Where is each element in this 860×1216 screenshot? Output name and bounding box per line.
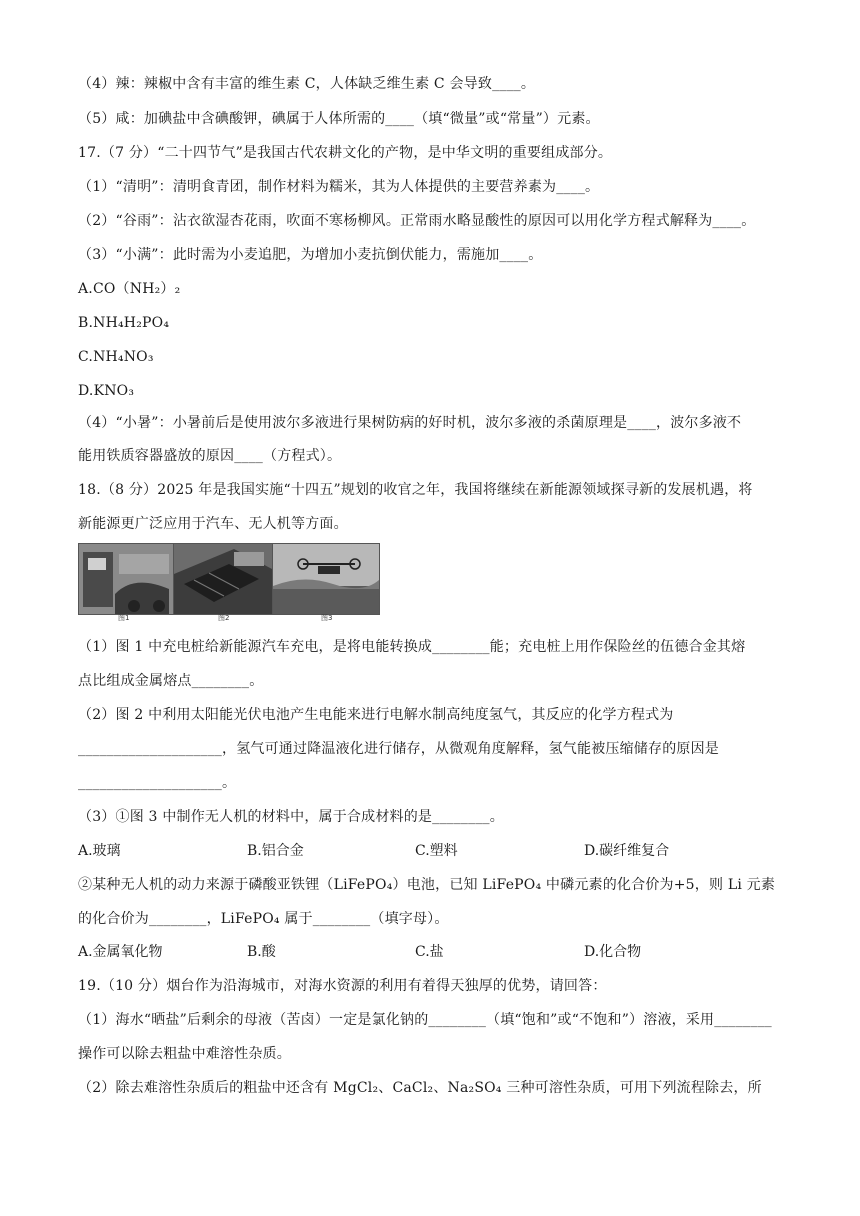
figure-3-caption: 图3 bbox=[321, 614, 333, 622]
q17-part1: （1）“清明”：清明食青团，制作材料为糯米，其为人体提供的主要营养素为____。 bbox=[78, 179, 600, 195]
q18-part3b-line1: ②某种无人机的动力来源于磷酸亚铁锂（LiFePO₄）电池，已知 LiFePO₄ 中磷元素的化合价为+5，则 Li 元素 bbox=[78, 877, 776, 893]
q18-part3-option-c: C.塑料 bbox=[415, 843, 458, 859]
q16-part5: （5）咸：加碘盐中含碘酸钾，碘属于人体所需的____（填“微量”或“常量”）元素。 bbox=[78, 111, 600, 127]
q18-title-line2: 新能源更广泛应用于汽车、无人机等方面。 bbox=[78, 516, 348, 532]
q17-part2: （2）“谷雨”：沾衣欲湿杏花雨，吹面不寒杨柳风。正常雨水略显酸性的原因可以用化学方程式解释为____。 bbox=[78, 213, 756, 229]
q17-part4-line1: （4）“小暑”：小暑前后是使用波尔多液进行果树防病的好时机，波尔多液的杀菌原理是____，波尔多液不 bbox=[78, 415, 742, 431]
q17-option-b: B.NH₄H₂PO₄ bbox=[78, 315, 170, 331]
q16-part4: （4）辣：辣椒中含有丰富的维生素 C，人体缺乏维生素 C 会导致____。 bbox=[78, 76, 536, 92]
q17-option-c: C.NH₄NO₃ bbox=[78, 349, 154, 365]
q17-option-a: A.CO（NH₂）₂ bbox=[78, 281, 181, 297]
q17-title: 17.（7 分）“二十四节气”是我国古代农耕文化的产物，是中华文明的重要组成部分。 bbox=[78, 145, 613, 161]
q18-part3b-option-b: B.酸 bbox=[247, 944, 276, 960]
q17-part4-line2: 能用铁质容器盛放的原因____（方程式）。 bbox=[78, 448, 342, 464]
q18-part3b-option-a: A.金属氧化物 bbox=[78, 944, 163, 960]
q19-part1-line2: 操作可以除去粗盐中难溶性杂质。 bbox=[78, 1046, 291, 1062]
q19-title: 19.（10 分）烟台作为沿海城市，对海水资源的利用有着得天独厚的优势，请回答： bbox=[78, 978, 607, 994]
figure-3-drone-image bbox=[272, 543, 380, 615]
q18-part3-option-a: A.玻璃 bbox=[78, 843, 121, 859]
q18-part3b-option-d: D.化合物 bbox=[584, 944, 642, 960]
q18-part3-option-b: B.铝合金 bbox=[247, 843, 304, 859]
q18-figure bbox=[78, 543, 378, 623]
q18-part3b-option-c: C.盐 bbox=[415, 944, 444, 960]
figure-1-charging-pile-image bbox=[78, 543, 174, 615]
q18-part1-line2: 点比组成金属熔点________。 bbox=[78, 673, 264, 689]
q19-part1-line1: （1）海水“晒盐”后剩余的母液（苦卤）一定是氯化钠的________（填“饱和”或“不饱和”）溶液，采用________ bbox=[78, 1012, 772, 1028]
q18-part3b-line2: 的化合价为________，LiFePO₄ 属于________（填字母）。 bbox=[78, 911, 449, 927]
figure-1-caption: 图1 bbox=[118, 614, 130, 622]
q18-part2-line2: ____________________，氢气可通过降温液化进行储存，从微观角度解释，氢气能被压缩储存的原因是 bbox=[78, 741, 719, 757]
figure-2-solar-panel-image bbox=[173, 543, 273, 615]
q18-part1-line1: （1）图 1 中充电桩给新能源汽车充电，是将电能转换成________能；充电桩上用作保险丝的伍德合金其熔 bbox=[78, 639, 746, 655]
q18-title-line1: 18.（8 分）2025 年是我国实施“十四五”规划的收官之年，我国将继续在新能源领域探寻新的发展机遇，将 bbox=[78, 482, 753, 498]
q17-option-d: D.KNO₃ bbox=[78, 383, 135, 399]
q18-part2-line1: （2）图 2 中利用太阳能光伏电池产生电能来进行电解水制高纯度氢气，其反应的化学方程式为 bbox=[78, 707, 674, 723]
q18-part3: （3）①图 3 中制作无人机的材料中，属于合成材料的是________。 bbox=[78, 809, 504, 825]
q18-part2-line3: ____________________。 bbox=[78, 775, 237, 791]
figure-2-caption: 图2 bbox=[218, 614, 230, 622]
q17-part3: （3）“小满”：此时需为小麦追肥，为增加小麦抗倒伏能力，需施加____。 bbox=[78, 247, 543, 263]
q18-part3-option-d: D.碳纤维复合 bbox=[584, 843, 670, 859]
q19-part2: （2）除去难溶性杂质后的粗盐中还含有 MgCl₂、CaCl₂、Na₂SO₄ 三种可溶性杂质，可用下列流程除去，所 bbox=[78, 1080, 762, 1096]
